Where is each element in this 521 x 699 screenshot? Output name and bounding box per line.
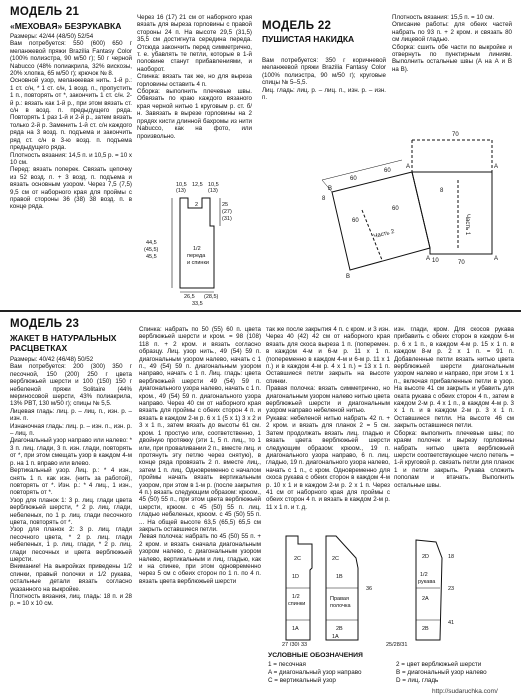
dim-label: 70 (458, 260, 465, 266)
area-label: 1A (332, 634, 339, 640)
area-label: Правая (330, 596, 349, 602)
dim-label: 70 (452, 132, 459, 138)
dim-label: А (406, 164, 411, 170)
model-23-pattern-diagram (266, 528, 518, 646)
watermark: http://sudaruchka.com/ (432, 688, 498, 695)
dim-label: 27 (30) 33 (282, 642, 308, 646)
area-label: 2C (332, 556, 340, 562)
area-label: полочка (330, 603, 351, 609)
dim-label: (31) (222, 216, 232, 222)
dim-label: Часть 1 (464, 214, 470, 236)
area-label: 2D (422, 554, 430, 560)
area-label: 2B (422, 626, 429, 632)
dim-label: 60 (384, 168, 391, 174)
area-label: 1B (336, 574, 343, 580)
dim-label: 12,5 (192, 182, 203, 188)
dim-label: 45,5 (146, 254, 157, 260)
dim-label: 18 (448, 554, 455, 560)
dim-label: 23 (448, 586, 455, 592)
part-1-outline (412, 172, 492, 254)
dim-label: 8 (322, 196, 326, 202)
dim-label: 10,5 (208, 182, 219, 188)
dim-label: 44,5 (146, 240, 157, 246)
area-label: 1D (292, 574, 300, 580)
model-23-text-col3: так же после закрытия 4 п. с кром. и 3 изн. Через 40 (42) 42 см от наборного края вязать для скоса выреза 1 п. (поперемен. в каждом 4-м и 6-м р. 11 x 1 п. (попеременно в каждом 4-м и 6-м р. 11 x 1 п.) и в каждом 4-м р. 4 x 1 п.) = 13 x 1 п. Оставшиеся петли закрыть на высоте спинки. Правая полочка: вязать симметрично, но диагональным узором налево нитью цвета верблюжьей шерсти и диагональным узором направо небеленой нитью. Рукава: небеленой нитью набрать 42 п. + 2 кром. и вязать для планок 2 = 5 см. Затем продолжать вязать лиц. гладью и вязать цвета верблюжьей шерсти следующим образом: крюом., 19 п. диагонального узора направо, 6 п. лиц. гладью, 19 п. диагонального узора налево, начать с 1 п., с кром. Одновременно для скоса рукава с обеих сторон в каждом 4-м р. 10 x 1 и в каждом 2-м р. 2 x 1 п. Через 41 см от наборного края для проймы с обеих сторон 4 п. и вязать в каждом 2-м р. 11 x 1 п. и т. д. (266, 326, 390, 511)
dim-label: 36 (366, 586, 373, 592)
dim-label: А (494, 256, 499, 262)
dim-label: А (494, 164, 499, 170)
dim-label: 8 (440, 188, 444, 194)
legend-item: B = диагональный узор налево (396, 669, 487, 676)
dim-label: А (426, 256, 431, 262)
model-23-subtitle: ЖАКЕТ В НАТУРАЛЬНЫХ РАСЦВЕТКАХ (10, 333, 117, 353)
section-divider (0, 310, 521, 312)
legend-title: УСЛОВНЫЕ ОБОЗНАЧЕНИЯ (268, 652, 363, 659)
model-22-title: МОДЕЛЬ 22 (262, 20, 332, 32)
dim-label: и спинки (187, 260, 209, 266)
area-label: рукава (418, 579, 436, 585)
model-21-text-col1: Размеры: 42/44 (48/50) 52/54 Вам потребуется: 550 (600) 650 г меланжевой пряжи Brazilia Fantasy Color (100% полиэстра, 90 м/50 г); 50 г черной Nabucco (48% полиакрила, 32% вискозы, 20% хлопка, 65 м/50 г); крючок № 8. Основной узор, меланжевая нить. 1-й р.: 1 ст. с/н, * 1 ст. с/н, 1 возд. п., пропустить 1 п., повторять от *, закончить 1 ст. с/н. 2-й р.: вязать как 1-й р., при этом вязать ст. с/н в возд. п. предыдущего ряда. Повторять 1 раз 1-й и 2-й р., затем вязать только 2-й р. Заменить 1-й ст. с/н каждого ряда на 3 возд. п. подъема и закончить ряд ст. с/н в 3-ю возд. п. подъема предыдущего ряда. Плотность вязания: 14,5 п. и 10,5 р. = 10 x 10 см. Перед: вязать поперек. Связать цепочку из 52 возд. п. + 3 возд. п. подъема и вязать основным узором. Через 7,5 (7,5) 9,5 см от наборного края для проймы с правой стороны 36 (38) 38 возд. п. в конце ряда. (10, 33, 132, 211)
model-21-text-col2: Через 16 (17) 21 см от наборного края вязать для выреза горловины с правой стороны 24 п. На высоте 29,5 (31,5) 35,5 см достигнута середина переда. Отсюда закончить перед симметрично, т. е. убавлять те петли, которые в 1-й половине станут прибавлениями, и наоборот. Спинка: вязать так же, но для выреза горловины оставить 4 п. Сборка: выполнить плечевые швы. Обвязать по краю каждого вязаного края черной нитью 1 круговым р. ст. б/н. Завязать в вырезе горловины на 2 прядях кисти длинной бахромы из нити Nabucco, как на фото, или произвольно. (137, 14, 252, 140)
legend-item: 1 = песочная (268, 661, 306, 668)
model-23-text-col2: Спинка: набрать по 50 (55) 60 п. цвета верблюжьей шерсти и кром. = 98 (108) 118 п. + 2 кром. и вязать согласно образцу. Лиц. узор нить., 49 (54) 59 п. диагональным узором налево, начать с 1 п., 49 (54) 59 п. диагональным узором направо, начать с 1 п. Лиц. гладь: цвета верблюжьей шерсти 49 (54) 59 п. диагонального узора налево, начать с 1 п. кром., 49 (54) 59 п. диагонального узора направо. Через 40 см от наборного края вязать для проймы с обеих сторон 4 п. и вязать в каждом 2-м р. 6 x 1 (5 x 1) 3 x 2 и 3 x 1 п., затем вязать до высоты 61 см. кром. 1 простую или, соответственно, 1 двойную протяжку (эти 1, 5 п. лиц., то 1 или, при проваливании 2 п., вместе лиц. и протянуть эту петлю через снятую), в конце ряда провязать 2 п. вместе лиц., затем 1 п. лиц. Одновременно с началом проймы начать вязать вертикальным узором, при этом в 1-м р. (после закрытия 4 п.) вязать следующим образом: крюом., 45 (50) 55 п., при этом цвета верблюжьей шерсти, крюом. с 45 (50) 55 п. лиц. гладью небеленых, крюом. с 45 (50) 55 п. ... На общей высоте 63,5 (65,5) 65,5 см закрыть оставшиеся петли. Левая полочка: набрать по 45 (50) 55 п. + 2 кром. и вязать сначала диагональным узором налево, с диагональным узором налево, вертикальным и лиц. гладью, как и на спинке, при этом одновременно через 5 см с обеих сторон по 1 п. по 4 п. вязать цвета верблюжьей шерсти (139, 326, 261, 585)
vest-outline (180, 198, 214, 288)
model-21-pattern-diagram (140, 178, 258, 306)
legend (268, 652, 518, 685)
dim-label: Часть 2 (373, 228, 396, 240)
dim-label: (27) (222, 209, 232, 215)
dim-label: 26,5 (184, 294, 195, 300)
dim-label: 2 (195, 202, 199, 208)
dim-label: 60 (352, 218, 359, 224)
dim-label: (45,5) (144, 247, 159, 253)
dim-label: В (328, 186, 333, 192)
area-label: 1/2 (292, 594, 300, 600)
area-label: 2C (294, 556, 302, 562)
dim-label: 10 (432, 258, 439, 264)
legend-item: C = вертикальный узор (268, 677, 336, 684)
dim-label: 25 (222, 202, 229, 208)
model-21-subtitle: «МЕХОВАЯ» БЕЗРУКАВКА (10, 21, 122, 31)
legend-item: D = лиц. гладь (396, 677, 439, 684)
legend-item: A = диагональный узор направо (268, 669, 362, 676)
legend-item: 2 = цвет верблюжьей шерсти (396, 661, 482, 668)
dim-label: 10,5 (176, 182, 187, 188)
model-23-text-col1: Размеры: 40/42 (46/48) 50/52 Вам потребуется: 200 (300) 350 г песочной, 150 (200) 250 г цвета верблюжьей шерсти и 100 (150) 150 г небеленой пряжи Solitaire (44% мериносовой шерсти, 43% полиакрила, 13% PBT, 130 м/50 г); спицы № 5,5. Лицевая гладь: лиц. р. – лиц. п., изн. р. – изн. п. Изнаночная гладь: лиц. р. – изн. п., изн. р. – лиц. п. Диагональный узор направо или налево: * 3 п. лиц. глади, 3 п. изн. глади, повторять от *, при этом смещать узор в каждом 4-м р. на 1 п. вправо или влево. Вертикальный узор. Лиц. р.: * 4 изн., снять 1 п. как изн. (нить за работой), повторять от *. Изн. р.: * 4 лиц., 1 изн., повторять от *. Узор для планок 1: 3 р. лиц. глади цвета верблюжьей шерсти, * 2 р. лиц. глади, небеленых, по 1 р. лиц. глади песочного цвета, повторять от *. Узор для планок 2: 3 р. лиц. глади песочного цвета, * 2 р. лиц. глади небеленых, 1 р. лиц. глади, * 2 р. лиц. глади песочных и цвета верблюжьей шерсти. Внимание! На выкройках приведены 1/2 спинки, правый полочки и 1/2 рукава, остальные детали вязать согласно указанного на выкройке. Плотность вязания, лиц. гладь: 18 п. и 28 р. = 10 x 10 см. (10, 356, 132, 608)
area-label: спинки (288, 601, 306, 607)
dim-label: (13) (176, 188, 186, 194)
model-22-text-col1: Вам потребуется: 350 г коричневой меланжевой пряжи Brazilia Fantasy Color (100% полиэстра, 90 м/50 г); круговые спицы № 5–5,5. Лиц. гладь: лиц. р. – лиц. п., изн. р. – изн. п. (262, 57, 386, 102)
dim-label: В (346, 274, 351, 280)
area-label: 1/2 (420, 572, 428, 578)
area-label: 2B (336, 626, 343, 632)
dim-label: 60 (350, 176, 357, 182)
dim-label: 41 (448, 620, 455, 626)
dim-label: 33,5 (192, 301, 203, 306)
dim-label: переда (187, 253, 206, 259)
dim-label: (28,5) (204, 294, 219, 300)
model-23-text-col4: изн. глади, кром. Для скосов рукава прибавить с обеих сторон в каждом 6-м р. 6 x 1 п., в каждом 4-м р. 15 x 1 п. в каждом 8-м р. 2 x 1 п. = 91 п. Добавленные петли вязать нитью цвета верблюжьей шерсти диагональным узором налево и направо, при этом 1 x 1 п., включая прибавленные петли в узор. На высоте 41 см закрыть и убавить для оката рукава с обеих сторон 4 п., затем в каждом 2-м р. 4 x 1 п., в каждом 4-м р. 3 x 1 п. и в каждом 2-м р. 3 x 1 п. Оставшиеся петли. На высоте 46 см закрыть оставшиеся петли. Сборка: выполнить плечевые швы; по краям полочек и вырезу горловины набрать нитью цвета верблюжьей шерсти соответствующее число петель = 1-й круговой р. связать петли для планок 1 и петли закрыть. Рукава сложить пополам и втачать. Выполнить остальные швы. (394, 326, 514, 489)
dim-label: 1/2 (193, 246, 201, 252)
dim-label: (13) (208, 188, 218, 194)
dim-label: 60 (392, 206, 399, 212)
area-label: 1A (292, 626, 299, 632)
model-21-title: МОДЕЛЬ 21 (10, 6, 80, 18)
model-22-pattern-diagram (262, 110, 518, 306)
model-22-text-col2: Плотность вязания: 15,5 п. = 10 см. Описание работы: для обеих частей набрать по 93 п. + 2 кром. и связать 80 см лицевой гладью. Сборка: сшить обе части по выкройке и отвернуть по пунктирным линиям. Выполнить остальные швы (А на А и В на В). (392, 14, 512, 73)
area-label: 2A (422, 596, 429, 602)
model-22-subtitle: ПУШИСТАЯ НАКИДКА (262, 34, 355, 44)
model-23-title: МОДЕЛЬ 23 (10, 318, 80, 330)
dim-label: 25/28/31 (386, 642, 408, 646)
